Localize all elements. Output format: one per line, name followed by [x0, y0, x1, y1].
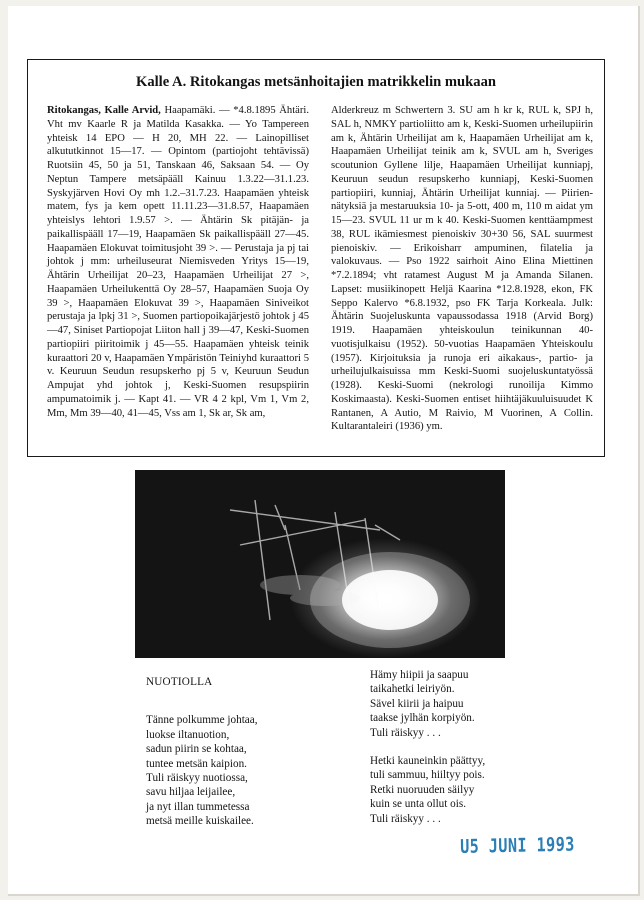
biography-column-right — [331, 104, 593, 434]
biography-name: Ritokangas, Kalle Arvid, — [47, 105, 161, 116]
poem-line: kuin se unta ollut ois. — [370, 798, 467, 811]
poem-title: NUOTIOLLA — [146, 676, 213, 688]
poem-line: ja nyt illan tummetessa — [146, 800, 250, 813]
poem-stanza-3 — [370, 754, 485, 826]
poem-line: Tuli räiskyy . . . — [370, 726, 441, 739]
biography-text-left: Haapamäki. — *4.8.1895 Ähtäri. Vht mv Kaarle R ja Matilda Kasakka. — Yo Tampereen yhteisk 14 EPO — H 20, MH 22. — Lainopilliset alkututkinnot 15—17. — Opintom (partiojoht tehtävissä) Ruotsiin 45, 50 ja 51, Tanskaan 46, Saksaan 54. — Oy Neptun Tampere metsäpääll Kainuu 1.3.22—31.1.23. Syskyjärven Hovi Oy mh 1.2.–31.7.23. Haapamäen yhteisk matem, fys ja kem opett 11.11.23—31.8.57, Haapamäen yhteislys lehtori 1.9.57 >. — Ähtärin Sk pitäjän- ja paikallispääll 17—19, Haapamäen Sk paikallispääll 27—45. Haapamäen Elokuvat toimitusjoht 39 >. — Perustaja ja pj tai johtok j mm: urheiluseurat Niemisveden Yritys 15—19, Ähtärin Urheilijat 20–23, Haapamäen Urheilijat 27 >, Haapamäen Urheilukenttä Oy 28–57, Haapamäen Suoja Oy 39 >, Haapamäen Elokuvat 39 >, Haapamäen Siniveikot perustaja ja lpkj 31 >, Suomen partiopoikajärjestö johtok j 45—47, Siniset Partiopojat Liiton hall j 39—47, Keski-Suomen partiopiiri piiritoimik j 45—55. Haapamäen yhteisk teinik kuraattori 20 v, Haapamäen Ympäristön Teiniyhd kuraattori 5 v. Keuruun Seudun resupskerho pj 5 v, Keuruun Seudun Ampujat yhd johtok j, Keski-Suomen resupspiirin ampumatoimik j. — Kapt 41. — VR 4 2 kpl, Vm 1, Vm 2, Mm, Mm 39—40, 41—45, Vss am 1, Sk ar, Sk am, — [47, 105, 309, 419]
poem-line: Retki nuoruuden säilyy — [370, 783, 475, 796]
poem-stanza-1 — [146, 713, 258, 828]
poem-line: taakse jylhän korpiyön. — [370, 712, 475, 725]
poem-stanza-2 — [370, 668, 485, 740]
poem-line: taikahetki leiriyön. — [370, 683, 455, 696]
poem-line: tuli sammuu, hiiltyy pois. — [370, 769, 485, 782]
poem-line: Sävel kiirii ja haipuu — [370, 697, 464, 710]
poem-line: savu hiljaa leijailee, — [146, 786, 236, 799]
biography-text-right: Alderkreuz m Schwertern 3. SU am h kr k, RUL k, SPJ h, SAL h, NMKY partioliitto am k, Keski-Suomen urheilupiirin am k, Ähtärin Urheilijat am k, Haapamäen Urheilijat am k, Haapamäen Urheilijat teinik am k, SVUL am h, Sveriges scoutunion Gyllene lilje, Haapamäen Urheilijat kunniapj, Keuruun seudun resupskerho kunniapj, Keski-Suomen partiopiiri, kunniaj, Ähtärin Urheilijat kunniaj. — Piiriennätyksiä ja mestaruuksia 10- ja 5-ott, 400 m, 110 m aidat ym 15—23. SVUL 11 ur m k 40. Keski-Suomen kenttäampmest 38, RUL ikämiesmest pienoiskiv 30+30 56, SAL suurmest pienoiskiv. — Erikoisharr ampuminen, filatelia ja valokuvaus. — Pso 1922 sairhoit Aino Elina Miettinen *7.2.1894; vht ratamest August M ja Amanda Silanen. Lapset: musiikinopett Heljä Kaarina *12.8.1928, ekon, FK Seppo Kalervo *6.8.1932, pso FK Tarja Korkeala. Julk: Ähtärin Suojeluskunta vapaussodassa 1918 (Arvid Borg) 1919. Haapamäen yhteiskoulun teinikunnan 40-vuotisjulkaisu (1952). 50-vuotias Haapamäen Yhteiskoulu (1957). Kirjoituksia ja runoja eri aikakaus-, partio- ja urheilujulkaisuissa mm Keski-Suomi suojeluskuntatyössä (1928). Keski-Suomi (nekrologi runoilija Kimmo Koskimaasta). Keski-Suomen entiset hiihtäjäkuuluisuudet K Rantanen, A Autio, M Raivio, M Vuorinen, A Collin. Kultarantaleiri (1936) ym. — [331, 105, 593, 433]
poem-line: luokse iltanuotion, — [146, 728, 230, 741]
date-stamp: U5 JUNI 1993 — [460, 833, 575, 858]
poem-column-left — [146, 675, 258, 843]
campfire-scene — [135, 470, 505, 658]
poem-line: Tänne polkumme johtaa, — [146, 714, 258, 727]
biography-title: Kalle A. Ritokangas metsänhoitajien matrikkelin mukaan — [135, 74, 496, 90]
poem-line: Tuli räiskyy nuotiossa, — [146, 772, 248, 785]
poem-line: Tuli räiskyy . . . — [370, 812, 441, 825]
poem-line: Hetki kauneinkin päättyy, — [370, 755, 486, 768]
biography-column-left — [47, 104, 309, 420]
poem-line: sadun piirin se kohtaa, — [146, 743, 247, 756]
poem-column-right — [370, 668, 485, 840]
poem-line: Hämy hiipii ja saapuu — [370, 669, 469, 681]
biography-box — [27, 59, 605, 457]
campfire-photo — [135, 470, 505, 658]
poem-line: metsä meille kuiskailee. — [146, 815, 254, 828]
poem-line: tuntee metsän kaipion. — [146, 757, 247, 770]
